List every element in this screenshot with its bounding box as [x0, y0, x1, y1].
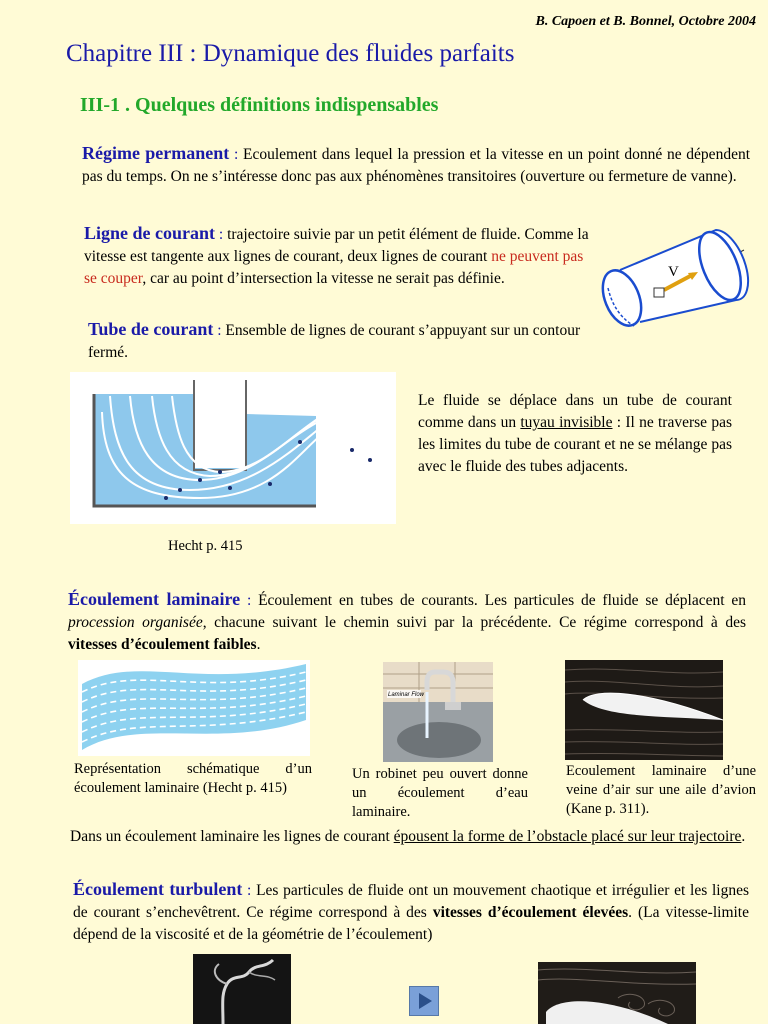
- laminaire-text-3: .: [256, 636, 261, 653]
- chapter-title: Chapitre III : Dynamique des fluides parfaits: [66, 40, 515, 67]
- fluid-text-underlined: tuyau invisible: [520, 414, 613, 431]
- velocity-label: V: [668, 264, 679, 280]
- smoke-turbulence-photo: [193, 954, 291, 1024]
- section-title: III-1 . Quelques définitions indispensables: [80, 94, 439, 116]
- laminaire-paragraph: [68, 588, 746, 656]
- robinet-caption: Un robinet peu ouvert donne un écoulement d’eau laminaire.: [352, 766, 528, 820]
- turbulent-bold: vitesses d’écoulement élevées: [432, 904, 629, 921]
- ligne-text-2: , car au point d’intersection la vitesse ne serait pas définie.: [142, 270, 505, 287]
- turbulent-text-1: Les particules de fluide ont un mouvement chaotique et irrégulier et les lignes de courant s’enchevêtrent. Ce régime correspond à des: [73, 882, 749, 921]
- faucet-label: Laminar Flow: [388, 692, 425, 698]
- ligne-red-text: ne peuvent pas se couper: [84, 248, 584, 287]
- tube-text: Ensemble de lignes de courant s’appuyant sur un contour fermé.: [88, 322, 581, 361]
- fluid-tube-text: [418, 390, 732, 478]
- laminar-flow-schematic: [78, 660, 310, 756]
- airfoil-laminar-photo: [565, 660, 723, 760]
- regime-text: Ecoulement dans lequel la pression et la vitesse en un point donné ne dépendent pas du temps. On ne s’intéresse donc pas aux phénomènes transitoires (ouverture ou fermeture de vanne).: [82, 146, 751, 185]
- author-line: B. Capoen et B. Bonnel, Octobre 2004: [535, 14, 756, 29]
- laminaire-text-1: Écoulement en tubes de courants. Les particules de fluide se déplacent en: [251, 592, 746, 609]
- regime-paragraph: [82, 142, 750, 188]
- tube-term: Tube de courant: [88, 319, 214, 339]
- laminaire-bold: vitesses d’écoulement faibles: [68, 636, 257, 653]
- laminaire-term: Écoulement laminaire: [68, 589, 241, 609]
- stream-tube-illustration: [598, 222, 758, 330]
- aile-caption: Ecoulement laminaire d’une veine d’air sur une aile d’avion (Kane p. 311).: [566, 763, 756, 817]
- regime-colon: :: [229, 146, 239, 163]
- laminar-note-underlined: épousent la forme de l’obstacle placé sur leur trajectoire: [393, 828, 742, 845]
- play-arrow-icon: [419, 993, 432, 1009]
- ligne-text-1: trajectoire suivie par un petit élément de fluide. Comme la vitesse est tangente aux lignes de courant, deux lignes de courant: [84, 226, 589, 265]
- airfoil-turbulent-photo: [538, 962, 696, 1024]
- laminar-note-part2: .: [741, 828, 746, 845]
- tube-colon: :: [213, 322, 222, 339]
- turbulent-paragraph: [73, 878, 749, 946]
- laminar-note-part1: Dans un écoulement laminaire les lignes de courant: [70, 828, 394, 845]
- faucet-photo: [383, 662, 493, 762]
- ligne-term: Ligne de courant: [84, 223, 216, 243]
- laminaire-text-2: , chacune suivant le chemin suivi par la précédente. Ce régime correspond à des: [202, 614, 746, 631]
- hecht-caption: Hecht p. 415: [168, 538, 243, 554]
- fluid-text-part1: Le fluide se déplace dans un tube de courant comme dans un: [418, 392, 732, 431]
- schema-caption: Représentation schématique d’un écoulement laminaire (Hecht p. 415): [74, 761, 312, 796]
- laminar-note: [70, 826, 758, 848]
- ligne-paragraph: [84, 222, 594, 290]
- fluid-text-part2: : Il ne traverse pas les limites du tube de courant et ne se mélange pas avec le fluide des tubes adjacents.: [418, 414, 732, 475]
- laminaire-colon: :: [240, 592, 252, 609]
- next-slide-button[interactable]: [409, 986, 439, 1016]
- laminaire-italic: procession organisée: [68, 614, 203, 631]
- turbulent-colon: :: [242, 882, 252, 899]
- turbulent-text-2: . (La vitesse-limite dépend de la viscosité et de la géométrie de l’écoulement): [73, 904, 749, 943]
- streamline-tank-illustration: [70, 372, 396, 524]
- tube-paragraph: [88, 318, 588, 364]
- ligne-colon: :: [215, 226, 224, 243]
- regime-term: Régime permanent: [82, 143, 230, 163]
- turbulent-term: Écoulement turbulent: [73, 879, 243, 899]
